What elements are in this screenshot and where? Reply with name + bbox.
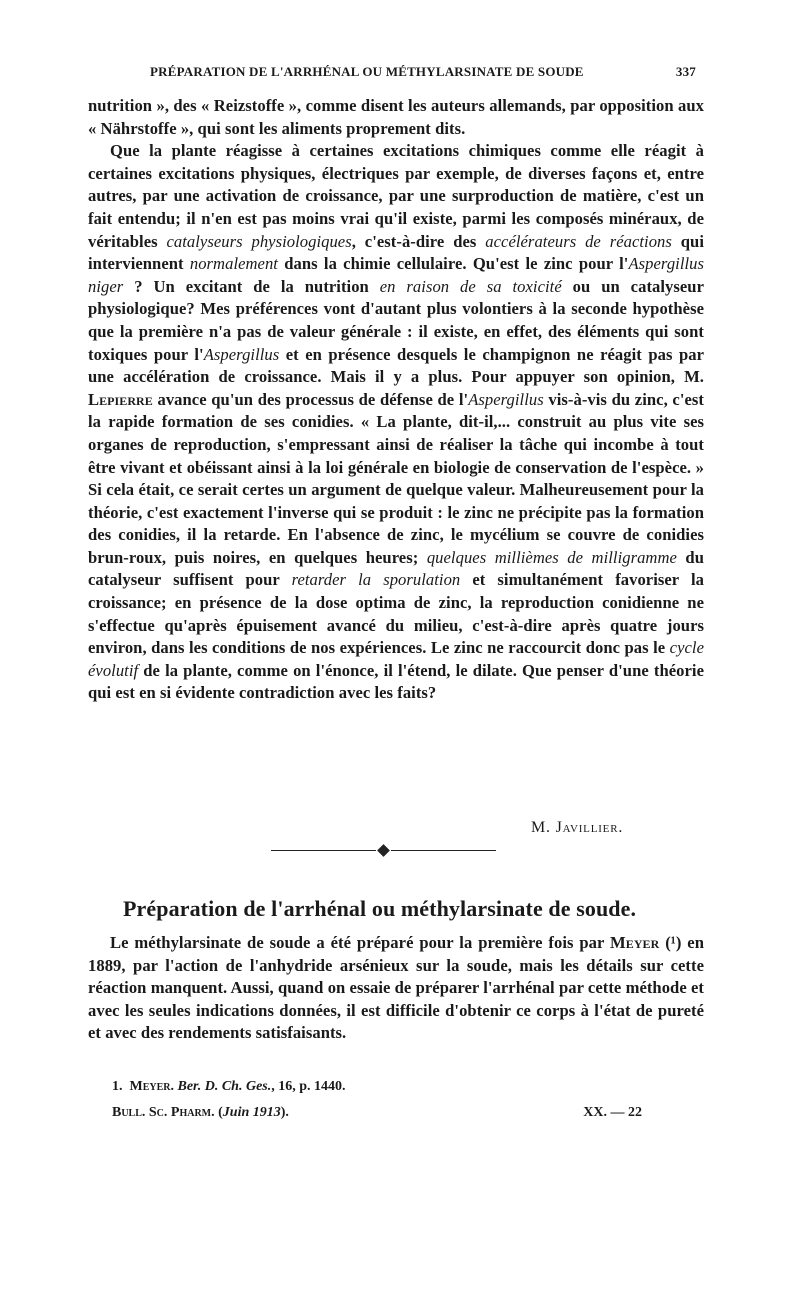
author-lepierre: Lepierre bbox=[88, 389, 153, 409]
emphasis-milliemes: quelques millièmes de milligramme bbox=[426, 547, 677, 567]
emphasis-retarder-sporulation: retarder la sporulation bbox=[291, 570, 461, 590]
page-footer bbox=[112, 1105, 642, 1123]
discussion-text-6: ou un catalyseur physiologique? Mes préférences vont d'autant plus volontiers à la seconde hypothèse que la première n'a pas de valeur générale : il existe, en effet, des éléments qui sont toxiques pour l' bbox=[88, 276, 704, 364]
discussion-text-11: et simultanément favoriser la croissance; en présence de la dose optima de zinc, la reproduction conidienne ne s'effectue qu'après épuisement avancé du milieu, c'est-à-dire après quatre jours environ, dans les conditions de nos expériences. Le zinc ne raccourcit donc pas le bbox=[88, 570, 704, 658]
diamond-icon bbox=[377, 844, 390, 857]
discussion-paragraph bbox=[88, 140, 704, 705]
footnote-author: Meyer. bbox=[129, 1079, 174, 1094]
article-continuation bbox=[88, 95, 704, 705]
discussion-text-5: ? Un excitant de la nutrition bbox=[123, 276, 380, 296]
section-separator bbox=[271, 844, 496, 858]
opening-paragraph bbox=[88, 95, 704, 140]
emphasis-catalyseurs: catalyseurs physiologiques bbox=[166, 231, 352, 251]
discussion-text-4: dans la chimie cellulaire. Qu'est le zinc pour l' bbox=[277, 254, 629, 274]
discussion-text-8: avance qu'un des processus de défense de l' bbox=[152, 389, 469, 409]
author-signature: M. Javillier. bbox=[531, 819, 624, 836]
footnote-reference: (¹) bbox=[659, 933, 688, 952]
footnote-journal: Ber. D. Ch. Ges. bbox=[177, 1079, 272, 1094]
section-paragraph bbox=[88, 932, 704, 1045]
volume-signature: XX. — 22 bbox=[583, 1105, 642, 1120]
section-text-2: en 1889, par l'action de l'anhydride arsénieux sur la soude, mais les détails sur cette réaction manquent. Aussi, quand on essaie de préparer l'arrhénal par cette méthode et avec les seules indications données, il est difficile d'obtenir ce corps à l'état de pureté et avec des rendements satisfaisants. bbox=[88, 933, 704, 1043]
bulletin-citation: Bull. Sc. Pharm. (Juin 1913). bbox=[112, 1105, 289, 1120]
discussion-text-7: et en présence desquels le champignon ne réagit pas par une accélération de croissance. Mais il y a plus. Pour appuyer son opinion, M. bbox=[88, 344, 704, 387]
emphasis-normalement: normalement bbox=[189, 254, 278, 274]
separator-right-line bbox=[391, 850, 496, 851]
emphasis-cycle-evolutif: cycle évolutif bbox=[88, 638, 704, 680]
discussion-text-10: du catalyseur suffisent pour bbox=[88, 547, 704, 590]
section-body bbox=[88, 932, 704, 1045]
discussion-text-2: , c'est-à-dire des bbox=[351, 231, 486, 251]
footnote bbox=[112, 1079, 346, 1095]
emphasis-aspergillus-niger: Aspergillus niger bbox=[88, 254, 704, 296]
emphasis-toxicite: en raison de sa toxicité bbox=[379, 276, 562, 296]
page-number: 337 bbox=[675, 64, 696, 79]
bulletin-name: Bull. Sc. Pharm. bbox=[112, 1105, 215, 1120]
running-title: PRÉPARATION DE L'ARRHÉNAL OU MÉTHYLARSINATE DE SOUDE bbox=[150, 64, 584, 79]
emphasis-accelerateurs: accélérateurs de réactions bbox=[485, 231, 672, 251]
section-text-1: Le méthylarsinate de soude a été préparé pour la première fois par bbox=[110, 933, 611, 952]
separator-left-line bbox=[271, 850, 376, 851]
opening-paragraph-text: nutrition », des « Reizstoffe », comme disent les auteurs allemands, par opposition aux « Nährstoffe », qui sont les aliments proprement dits. bbox=[88, 96, 704, 138]
emphasis-aspergillus: Aspergillus bbox=[203, 344, 280, 364]
discussion-text-1: Que la plante réagisse à certaines excitations chimiques comme elle réagit à certaines excitations physiques, électriques par exemple, de diverses façons et, entre autres, par une activation de croissance, par une surproduction de matière, c'est un fait entendu; il n'en est pas moins vrai qu'il existe, parmi les composés minéraux, de véritables bbox=[88, 141, 704, 251]
footnote-number: 1. bbox=[112, 1079, 123, 1094]
discussion-text-9: vis-à-vis du zinc, c'est la rapide formation de ses conidies. « La plante, dit-il,... construit au plus vite ses organes de reproduction, s'empressant ainsi de réaliser la tâche qui incombe à tout être vivant et obéissant ainsi à la loi générale en biologie de conservation de l'espèce. » Si cela était, ce serait certes un argument de quelque valeur. Malheureusement pour la théorie, c'est exactement l'inverse qui se produit : le zinc ne précipite pas la formation des conidies, il la retarde. En l'absence de zinc, le mycélium se couvre de conidies brun-roux, puis noires, en quelques heures; bbox=[88, 389, 705, 567]
footnote-reference-detail: , 16, p. 1440. bbox=[271, 1079, 346, 1094]
discussion-text-3: qui interviennent bbox=[88, 231, 704, 274]
section-title: Préparation de l'arrhénal ou méthylarsinate de soude. bbox=[123, 896, 637, 922]
bulletin-date: Juin 1913 bbox=[222, 1105, 281, 1120]
author-meyer: Meyer bbox=[610, 933, 660, 952]
running-header bbox=[96, 64, 696, 84]
emphasis-aspergillus-defense: Aspergillus bbox=[468, 389, 544, 409]
discussion-text-12: de la plante, comme on l'énonce, il l'étend, le dilate. Que penser d'une théorie qui est en si évidente contradiction avec les faits? bbox=[88, 660, 704, 703]
